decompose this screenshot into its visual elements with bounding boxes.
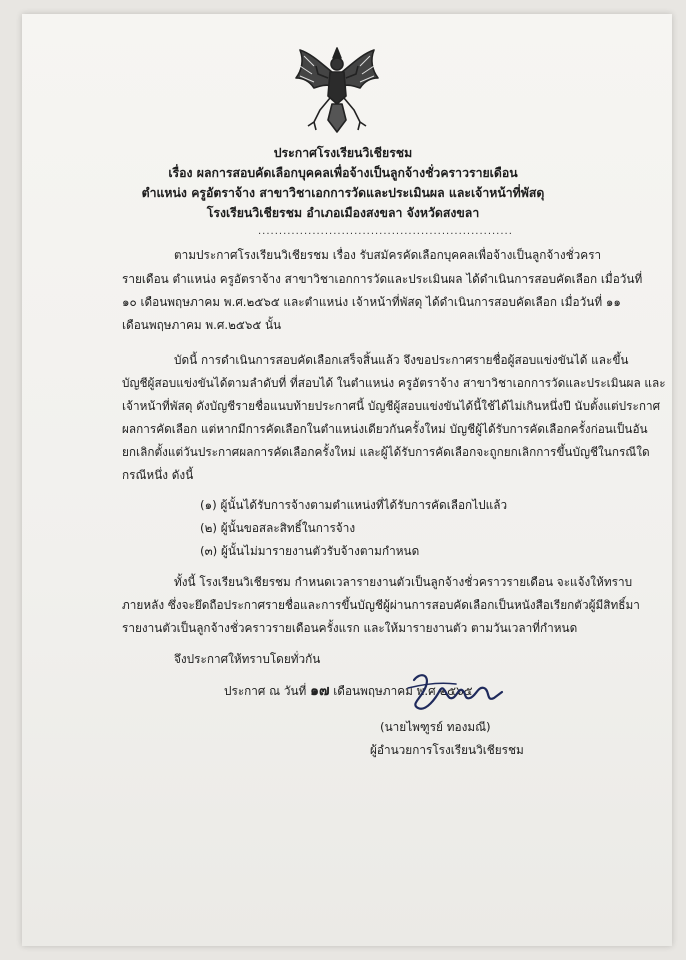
condition-item: (๒) ผู้นั้นขอสละสิทธิ์ในการจ้าง — [200, 521, 356, 535]
paragraph-2-line: ผลการคัดเลือก แต่หากมีการคัดเลือกในตำแหน่งเดียวกันครั้งใหม่ บัญชีผู้ได้รับการคัดเลือกครั้งก่อนเป็นอัน — [122, 422, 648, 436]
announcement-subject: เรื่อง ผลการสอบคัดเลือกบุคคลเพื่อจ้างเป็นลูกจ้างชั่วคราวรายเดือน — [168, 166, 518, 180]
paragraph-3-line: รายงานตัวเป็นลูกจ้างชั่วคราวรายเดือนครั้งแรก และให้มารายงานตัว ตามวันเวลาที่กำหนด — [122, 621, 578, 635]
announcement-title: ประกาศโรงเรียนวิเชียรชม — [273, 146, 413, 160]
paragraph-2-line: บัดนี้ การดำเนินการสอบคัดเลือกเสร็จสิ้นแล้ว จึงขอประกาศรายชื่อผู้สอบแข่งขันได้ และขึ้น — [174, 353, 629, 367]
paragraph-3-line: ทั้งนี้ โรงเรียนวิเชียรชม กำหนดเวลารายงานตัวเป็นลูกจ้างชั่วคราวรายเดือน จะแจ้งให้ทราบ — [174, 575, 633, 589]
paragraph-1-line: ตามประกาศโรงเรียนวิเชียรชม เรื่อง รับสมัครคัดเลือกบุคคลเพื่อจ้างเป็นลูกจ้างชั่วครา — [174, 248, 602, 262]
condition-item: (๑) ผู้นั้นได้รับการจ้างตามตำแหน่งที่ได้รับการคัดเลือกไปแล้ว — [200, 498, 508, 512]
paragraph-1-line: รายเดือน ตำแหน่ง ครูอัตราจ้าง สาขาวิชาเอกการวัดและประเมินผล ได้ดำเนินการสอบคัดเลือก เมื่อวันที่ — [122, 272, 643, 286]
paragraph-3-line: ภายหลัง ซึ่งจะยึดถือประกาศรายชื่อและการขึ้นบัญชีผู้ผ่านการสอบคัดเลือกเป็นหนังสือเรียกตัวผู้มีสิทธิ์มา — [122, 598, 640, 612]
condition-item: (๓) ผู้นั้นไม่มารายงานตัวรับจ้างตามกำหนด — [200, 544, 420, 558]
paragraph-2-line: ยกเลิกตั้งแต่วันประกาศผลการคัดเลือกครั้งใหม่ และผู้ได้รับการคัดเลือกจะถูกยกเลิกการขึ้นบัญชีในกรณีใด — [122, 445, 650, 459]
announcement-position: ตำแหน่ง ครูอัตราจ้าง สาขาวิชาเอกการวัดและประเมินผล และเจ้าหน้าที่พัสดุ — [141, 186, 545, 200]
signatory-name: (นายไพฑูรย์ ทองมณี) — [380, 720, 491, 734]
date-prefix: ประกาศ ณ วันที่ — [224, 684, 307, 698]
paragraph-1-line: ๑๐ เดือนพฤษภาคม พ.ศ.๒๕๖๕ และตำแหน่ง เจ้าหน้าที่พัสดุ ได้ดำเนินการสอบคัดเลือก เมื่อวันที่ ๑๑ — [122, 295, 621, 309]
signature-icon — [400, 668, 510, 716]
paragraph-2-line: กรณีหนึ่ง ดังนี้ — [122, 468, 194, 482]
date-day: ๑๗ — [310, 683, 330, 699]
garuda-emblem-icon — [292, 44, 382, 136]
date-suffix: เดือนพฤษภาคม พ.ศ.๒๕๖๕ — [333, 684, 473, 698]
closing-statement: จึงประกาศให้ทราบโดยทั่วกัน — [174, 652, 321, 666]
paragraph-2-line: เจ้าหน้าที่พัสดุ ดังบัญชีรายชื่อแนบท้ายประกาศนี้ บัญชีผู้สอบแข่งขันได้นี้ใช้ได้ไม่เกินหนึ่งปี นับตั้งแต่ประกาศ — [122, 399, 661, 413]
paragraph-1-line: เดือนพฤษภาคม พ.ศ.๒๕๖๕ นั้น — [122, 318, 282, 332]
paragraph-2-line: บัญชีผู้สอบแข่งขันได้ตามลำดับที่ ที่สอบได้ ในตำแหน่ง ครูอัตราจ้าง สาขาวิชาเอกการวัดและประเมินผล และ — [122, 376, 666, 390]
signatory-title: ผู้อำนวยการโรงเรียนวิเชียรชม — [370, 743, 524, 757]
announcement-location: โรงเรียนวิเชียรชม อำเภอเมืองสงขลา จังหวัดสงขลา — [206, 206, 480, 220]
separator-line: ............................................................. — [258, 226, 513, 237]
